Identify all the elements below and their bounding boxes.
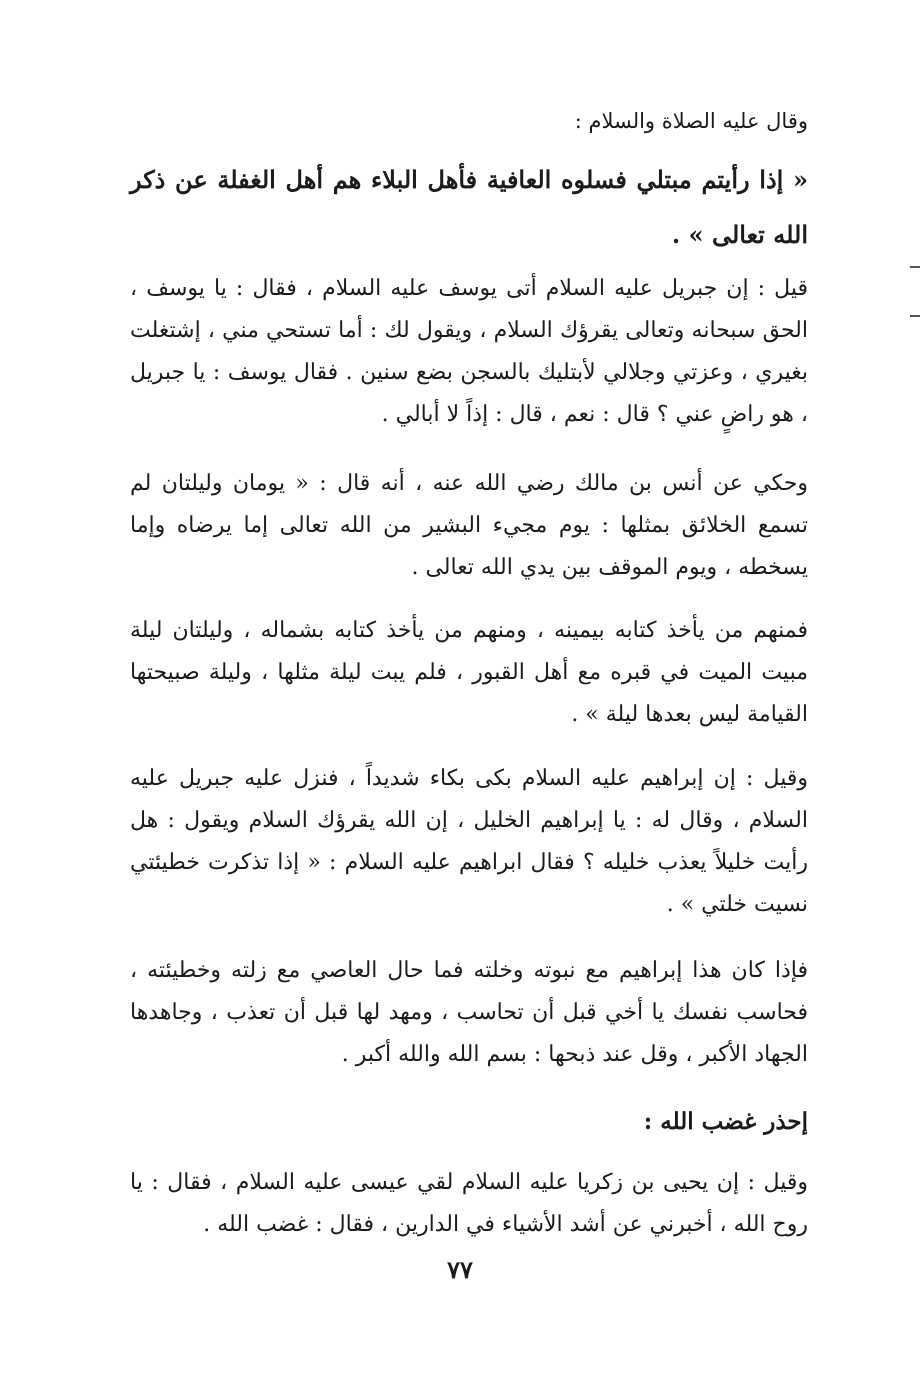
intro-line: وقال عليه الصلاة والسلام : [574, 109, 808, 133]
section-heading: إحذر غضب الله : [643, 1108, 808, 1135]
paragraph-yahya-isa: وقيل : إن يحيى بن زكريا عليه السلام لقي عيسى عليه السلام ، فقال : يا روح الله ، أخبرني عن أشد الأشياء في الدارين ، فقال : غضب الله . [130, 1170, 808, 1237]
paragraph-jibril-yusuf: قيل : إن جبريل عليه السلام أتى يوسف عليه السلام ، فقال : يا يوسف ، الحق سبحانه وتعالى يقرؤك السلام ، ويقول لك : أما تستحي مني ، إشتغلت بغيري ، وعزتي وجلالي لأبتليك بالسجن بضع سنين . فقال يوسف : يا جبريل ، هو راضٍ عني ؟ قال : نعم ، قال : إذاً لا أبالي . [130, 276, 808, 427]
hadith-quote: « إذا رأيتم مبتلي فسلوه العافية فأهل البلاء هم أهل الغفلة عن ذكر الله تعالى » . [130, 165, 808, 249]
margin-tick-mark [910, 266, 920, 268]
paragraph-self-accounting: فإذا كان هذا إبراهيم مع نبوته وخلته فما حال العاصي مع زلته وخطيئته ، فحاسب نفسك يا أخي قبل أن تحاسب ، ومهد لها قبل أن تعذب ، وجاهدها الجهاد الأكبر ، وقل عند ذبحها : بسم الله والله أكبر . [130, 958, 808, 1067]
paragraph-anas: وحكي عن أنس بن مالك رضي الله عنه ، أنه قال : « يومان وليلتان لم تسمع الخلائق بمثلها : يوم مجيء البشير من الله تعالى إما يرضاه وإما يسخطه ، ويوم الموقف بين يدي الله تعالى . [130, 471, 808, 580]
margin-tick-mark [910, 315, 920, 317]
paragraph-ibrahim: وقيل : إن إبراهيم عليه السلام بكى بكاء شديداً ، فنزل عليه جبريل عليه السلام ، وقال له : يا إبراهيم الخليل ، إن الله يقرؤك السلام ويقول : هل رأيت خليلاً يعذب خليله ؟ فقال ابراهيم عليه السلام : « إذا تذكرت خطيئتي نسيت خلتي » . [130, 766, 808, 917]
page-number: ٧٧ [447, 1255, 473, 1284]
paragraph-two-nights: فمنهم من يأخذ كتابه بيمينه ، ومنهم من يأخذ كتابه بشماله ، وليلتان ليلة مبيت الميت في قبره مع أهل القبور ، فلم يبت ليلة مثلها ، وليلة صبيحتها القيامة ليس بعدها ليلة » . [130, 618, 808, 727]
